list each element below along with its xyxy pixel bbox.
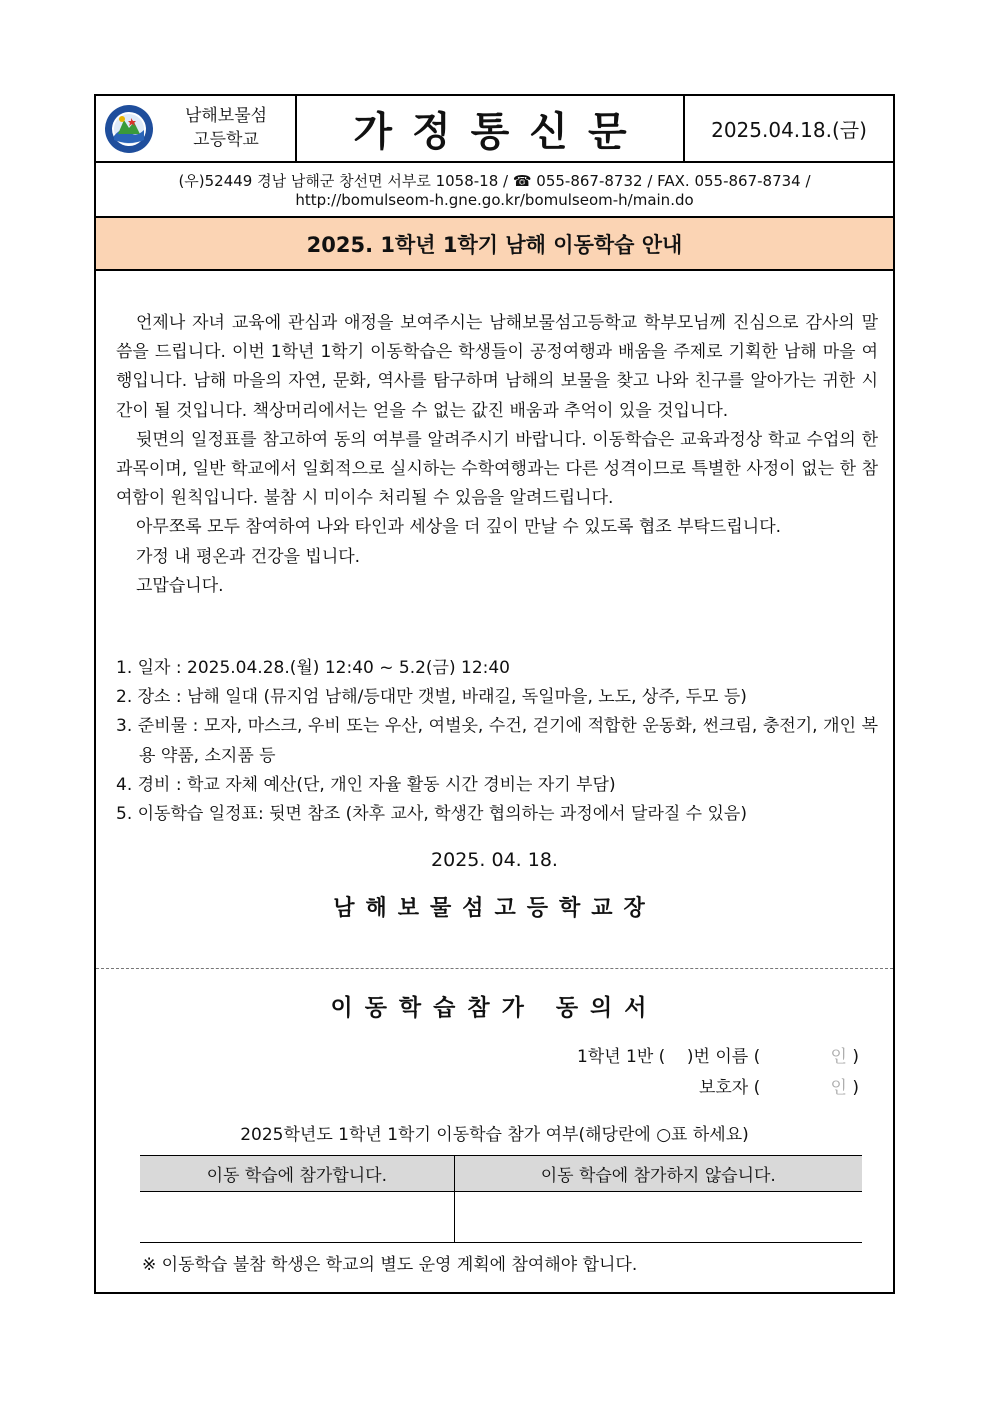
participate-mark-cell[interactable] [140, 1192, 454, 1243]
detail-item-cost: 4. 경비 : 학교 자체 예산(단, 개인 자율 활동 시간 경비는 자기 부담) [116, 774, 616, 795]
homepage-url: http://bomulseom-h.gne.go.kr/bomulseom-h/main.do [295, 191, 694, 209]
signature-date: 2025. 04. 18. [431, 849, 558, 871]
school-name [160, 104, 292, 152]
detail-item-date: 1. 일자 : 2025.04.28.(월) 12:40 ~ 5.2(금) 12:40 [116, 658, 510, 678]
student-seal-mark: 인 [830, 1047, 847, 1067]
option-decline-label: 이동 학습에 참가하지 않습니다. [454, 1156, 862, 1192]
absence-note: ※ 이동학습 불참 학생은 학교의 별도 운영 계획에 참여해야 합니다. [142, 1255, 638, 1275]
consent-title: 이동학습참가 동의서 [330, 995, 659, 1021]
body-paragraph: 가정 내 평온과 건강을 빕니다. [136, 546, 361, 567]
participation-mark-row [140, 1192, 862, 1243]
student-info-line [577, 1042, 859, 1067]
school-name-line1: 남해보물섬 [184, 106, 268, 126]
school-logo-icon [104, 104, 154, 154]
guardian-seal-mark: 인 [830, 1078, 847, 1098]
participation-table [140, 1155, 862, 1243]
body-paragraph: 아무쪼록 모두 참여하여 나와 타인과 세상을 더 깊이 만날 수 있도록 협조 부탁드립니다. [136, 517, 782, 538]
address-line: (우)52449 경남 남해군 창선면 서부로 1058-18 / ☎ 055-867-8732 / FAX. 055-867-8734 / [178, 172, 811, 190]
detail-item-schedule: 5. 이동학습 일정표: 뒷면 참조 (차후 교사, 학생간 협의하는 과정에서 달라질 수 있음) [116, 804, 747, 825]
detail-item-supplies: 3. 준비물 : 모자, 마스크, 우비 또는 우산, 여벌옷, 수건, 걷기에 적합한 운동화, 썬크림, 충전기, 개인 복용 약품, 소지품 등 [116, 716, 878, 766]
student-close-paren: ) [846, 1047, 859, 1067]
guardian-info-text: 보호자 ( [698, 1078, 831, 1098]
body-paragraph: 뒷면의 일정표를 참고하여 동의 여부를 알려주시기 바랍니다. 이동학습은 교육과정상 학교 수업의 한 과목이며, 일반 학교에서 일회적으로 실시하는 수학여행과는 다른 성격이므로 특별한 사정이 없는 한 참여함이 원칙입니다. 불참 시 미이수 처리될 수 있음을 알려드립니다. [116, 429, 878, 509]
body-paragraph: 고맙습니다. [136, 575, 224, 596]
guardian-info-line [699, 1073, 859, 1098]
page-title: 가정통신문 [353, 109, 647, 155]
issue-date: 2025.04.18.(금) [711, 118, 867, 142]
address-row [96, 163, 893, 218]
letter-body [116, 309, 878, 601]
cut-line [96, 968, 893, 969]
decline-mark-cell[interactable] [454, 1192, 862, 1243]
school-name-line2: 고등학교 [193, 130, 259, 150]
title-cell [297, 96, 685, 161]
details-list [116, 654, 878, 829]
guardian-close-paren: ) [846, 1078, 859, 1098]
option-participate-label: 이동 학습에 참가합니다. [140, 1156, 454, 1192]
detail-item-place: 2. 장소 : 남해 일대 (뮤지엄 남해/등대만 갯벌, 바래길, 독일마을, 노도, 상주, 두모 등) [116, 687, 747, 708]
header-row [96, 96, 893, 163]
principal-signature: 남해보물섬고등학교장 [333, 896, 656, 921]
newsletter-frame [94, 94, 895, 1294]
participation-question: 2025학년도 1학년 1학기 이동학습 참가 여부(해당란에 ○표 하세요) [240, 1125, 749, 1145]
body-paragraph: 언제나 자녀 교육에 관심과 애정을 보여주시는 남해보물섬고등학교 학부모님께 진심으로 감사의 말씀을 드립니다. 이번 1학년 1학기 이동학습은 학생들이 공정여행과 배움을 주제로 기획한 남해 마을 여행입니다. 남해 마을의 자연, 문화, 역사를 탐구하며 남해의 보물을 찾고 나와 친구를 알아가는 귀한 시간이 될 것입니다. 책상머리에서는 얻을 수 없는 값진 배움과 추억이 있을 것입니다. [116, 313, 878, 421]
school-cell [96, 96, 297, 161]
subject-heading: 2025. 1학년 1학기 남해 이동학습 안내 [96, 218, 893, 271]
student-info-text: 1학년 1반 ( )번 이름 ( [576, 1047, 831, 1067]
participation-header-row [140, 1156, 862, 1192]
